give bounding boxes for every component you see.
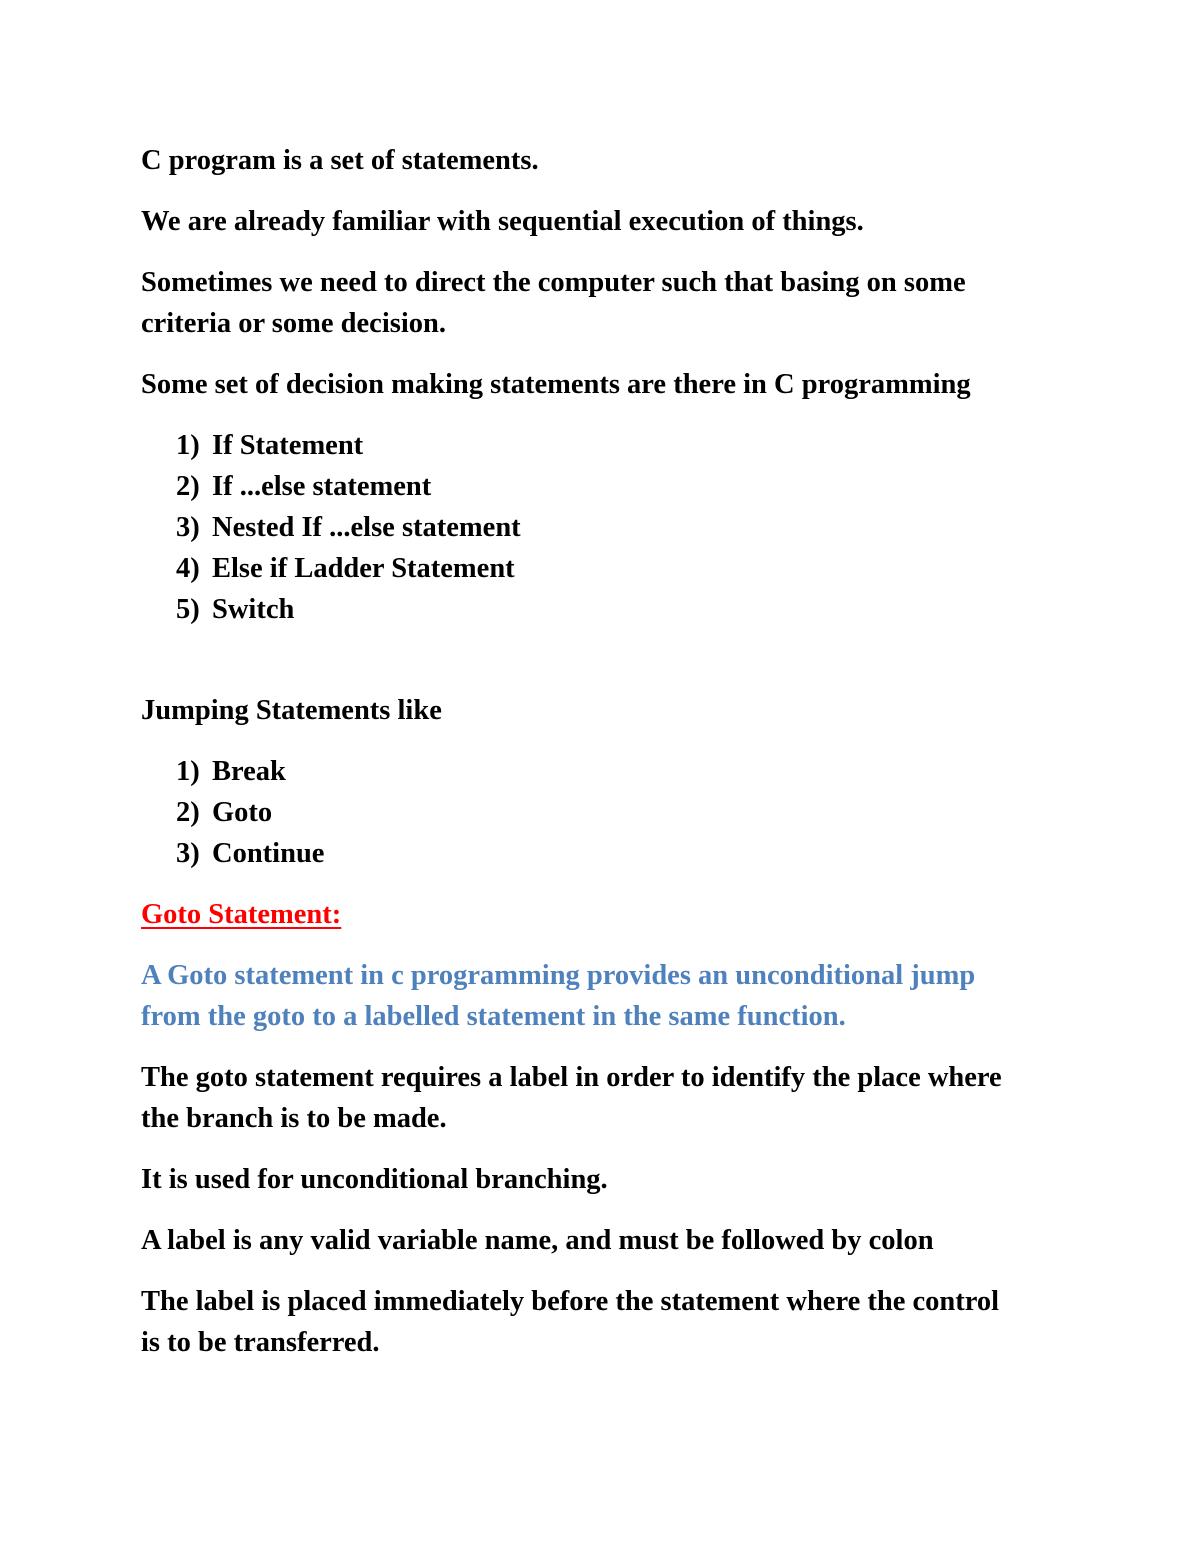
list-item xyxy=(141,425,1081,466)
decision-statements-list xyxy=(141,425,1081,630)
goto-heading xyxy=(141,894,1081,935)
list-number: 4) xyxy=(176,553,200,584)
list-number: 2) xyxy=(176,797,200,828)
jumping-statements-list xyxy=(141,751,1081,874)
list-item xyxy=(141,589,1081,630)
document-page xyxy=(141,140,1081,1383)
list-number: 1) xyxy=(176,430,200,461)
list-number: 3) xyxy=(176,838,200,869)
goto-paragraph-3: A label is any valid variable name, and must be followed by colon xyxy=(141,1225,934,1256)
list-text: Continue xyxy=(212,838,325,869)
goto-paragraph-2: It is used for unconditional branching. xyxy=(141,1164,608,1195)
list-text: Goto xyxy=(212,797,273,828)
intro-paragraph-4: Some set of decision making statements are there in C programming xyxy=(141,369,971,400)
list-item xyxy=(141,833,1081,874)
intro-paragraph-3: Sometimes we need to direct the computer such that basing on some criteria or some decision. xyxy=(141,267,966,339)
list-text: If ...else statement xyxy=(212,471,432,502)
spacer xyxy=(141,650,1081,690)
goto-heading-text: Goto Statement: xyxy=(141,899,342,930)
jumping-heading: Jumping Statements like xyxy=(141,695,442,726)
list-number: 3) xyxy=(176,512,200,543)
list-number: 5) xyxy=(176,594,200,625)
list-item xyxy=(141,507,1081,548)
list-text: If Statement xyxy=(212,430,364,461)
goto-paragraph-4: The label is placed immediately before the statement where the control is to be transferred. xyxy=(141,1286,1000,1358)
goto-paragraph-1: The goto statement requires a label in order to identify the place where the branch is to be made. xyxy=(141,1062,1002,1134)
list-text: Nested If ...else statement xyxy=(212,512,521,543)
goto-definition: A Goto statement in c programming provides an unconditional jump from the goto to a labelled statement in the same function. xyxy=(141,960,976,1032)
list-item xyxy=(141,548,1081,589)
list-text: Break xyxy=(212,756,286,787)
list-number: 1) xyxy=(176,756,200,787)
list-item xyxy=(141,792,1081,833)
intro-paragraph-2: We are already familiar with sequential execution of things. xyxy=(141,206,864,237)
intro-paragraph-1: C program is a set of statements. xyxy=(141,145,539,176)
list-item xyxy=(141,466,1081,507)
list-item xyxy=(141,751,1081,792)
list-text: Else if Ladder Statement xyxy=(212,553,515,584)
list-text: Switch xyxy=(212,594,295,625)
list-number: 2) xyxy=(176,471,200,502)
